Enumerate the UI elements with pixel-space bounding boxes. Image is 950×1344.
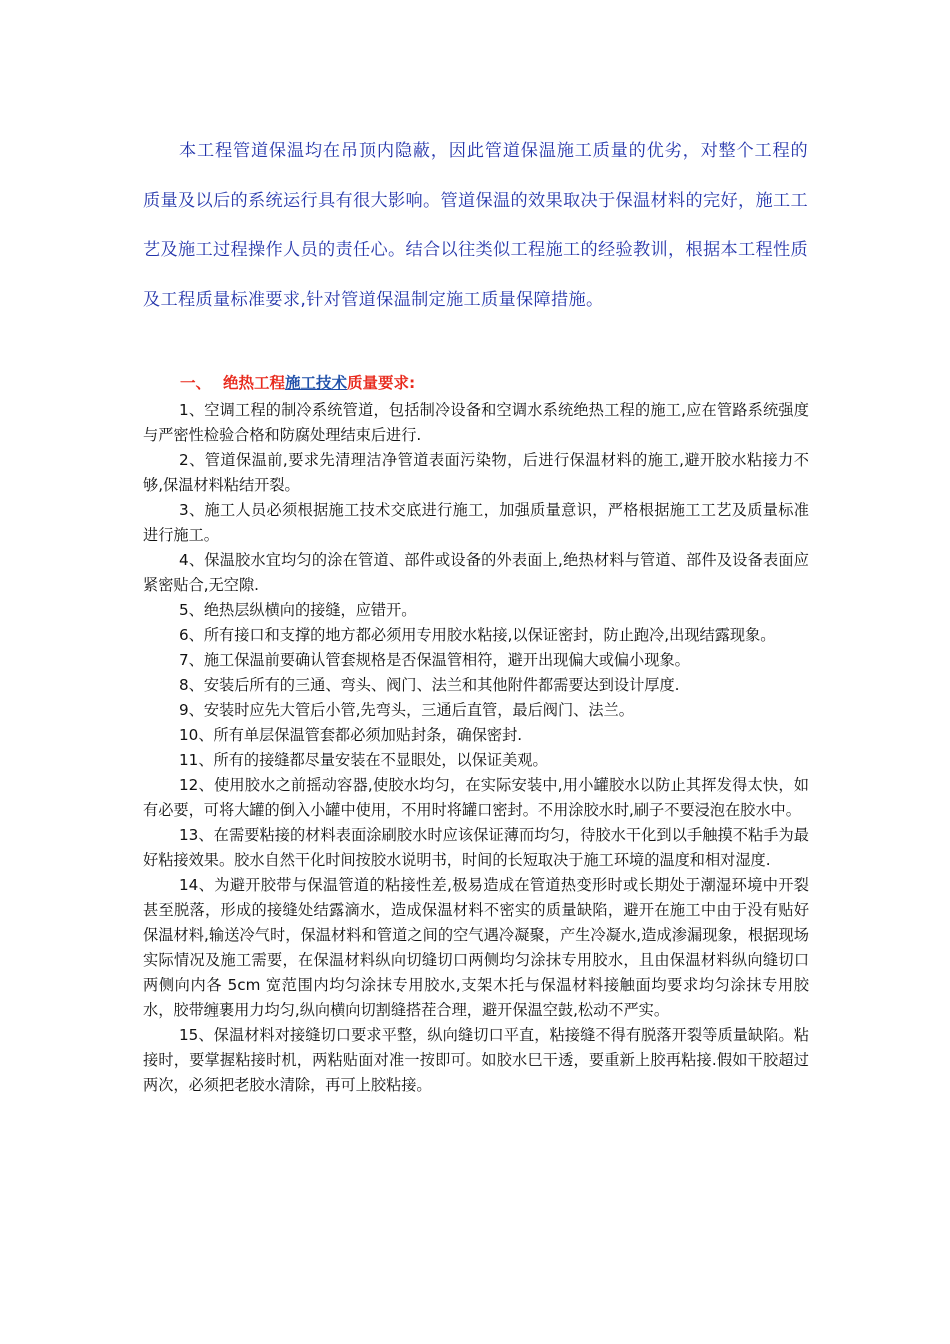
list-item: 6、所有接口和支撑的地方都必须用专用胶水粘接,以保证密封，防止跑冷,出现结露现象。 [179,626,776,644]
list-item: 1、空调工程的制冷系统管道，包括制冷设备和空调水系统绝热工程的施工,应在管路系统强度与严密性检验合格和防腐处理结束后进行. [143,401,809,444]
intro-paragraph: 本工程管道保温均在吊顶内隐蔽，因此管道保温施工质量的优劣，对整个工程的质量及以后的系统运行具有很大影响。管道保温的效果取决于保温材料的完好，施工工艺及施工过程操作人员的责任心。结合以往类似工程施工的经验教训，根据本工程性质及工程质量标准要求,针对管道保温制定施工质量保障措施。 [143,141,808,310]
list-item: 8、安装后所有的三通、弯头、阀门、法兰和其他附件都需要达到设计厚度. [179,676,680,694]
section-title-part2: 质量要求: [347,374,416,392]
section-title-part1: 绝热工程 [223,374,286,392]
list-item: 5、绝热层纵横向的接缝，应错开。 [179,601,417,619]
list-item: 13、在需要粘接的材料表面涂刷胶水时应该保证薄而均匀，待胶水干化到以手触摸不粘手为最好粘接效果。胶水自然干化时间按胶水说明书，时间的长短取决于施工环境的温度和相对湿度. [143,826,809,869]
section-heading [180,371,415,396]
construction-technology-link[interactable]: 施工技术 [285,374,348,392]
list-item: 11、所有的接缝都尽量安装在不显眼处，以保证美观。 [179,751,548,769]
list-item: 2、管道保温前,要求先清理洁净管道表面污染物，后进行保温材料的施工,避开胶水粘接力不够,保温材料粘结开裂。 [143,451,809,494]
section-number: 一、 [180,374,212,392]
list-item: 9、安装时应先大管后小管,先弯头，三通后直管，最后阀门、法兰。 [179,701,634,719]
list-item: 7、施工保温前要确认管套规格是否保温管相符，避开出现偏大或偏小现象。 [179,651,690,669]
list-item: 10、所有单层保温管套都必须加贴封条，确保密封. [179,726,523,744]
requirements-list [143,398,809,1098]
list-item: 14、为避开胶带与保温管道的粘接性差,极易造成在管道热变形时或长期处于潮湿环境中开裂甚至脱落，形成的接缝处结露滴水，造成保温材料不密实的质量缺陷，避开在施工中由于没有贴好保温材料,输送冷气时，保温材料和管道之间的空气遇冷凝聚，产生冷凝水,造成渗漏现象，根据现场实际情况及施工需要，在保温材料纵向切缝切口两侧均匀涂抹专用胶水，且由保温材料纵向缝切口两侧向内各 5cm 宽范围内均匀涂抹专用胶水,支架木托与保温材料接触面均要求均匀涂抹专用胶水，胶带缠裹用力均匀,纵向横向切割缝搭茬合理，避开保温空鼓,松动不严实。 [143,876,809,1019]
list-item: 12、使用胶水之前摇动容器,使胶水均匀，在实际安装中,用小罐胶水以防止其挥发得太快，如有必要，可将大罐的倒入小罐中使用，不用时将罐口密封。不用涂胶水时,刷子不要浸泡在胶水中。 [143,776,809,819]
list-item: 4、保温胶水宜均匀的涂在管道、部件或设备的外表面上,绝热材料与管道、部件及设备表面应紧密贴合,无空隙. [143,551,809,594]
list-item: 3、施工人员必须根据施工技术交底进行施工，加强质量意识，严格根据施工工艺及质量标准进行施工。 [143,501,809,544]
list-item: 15、保温材料对接缝切口要求平整，纵向缝切口平直，粘接缝不得有脱落开裂等质量缺陷。粘接时，要掌握粘接时机，两粘贴面对准一按即可。如胶水巳干透，要重新上胶再粘接.假如干胶超过两次，必须把老胶水清除，再可上胶粘接。 [143,1026,809,1094]
